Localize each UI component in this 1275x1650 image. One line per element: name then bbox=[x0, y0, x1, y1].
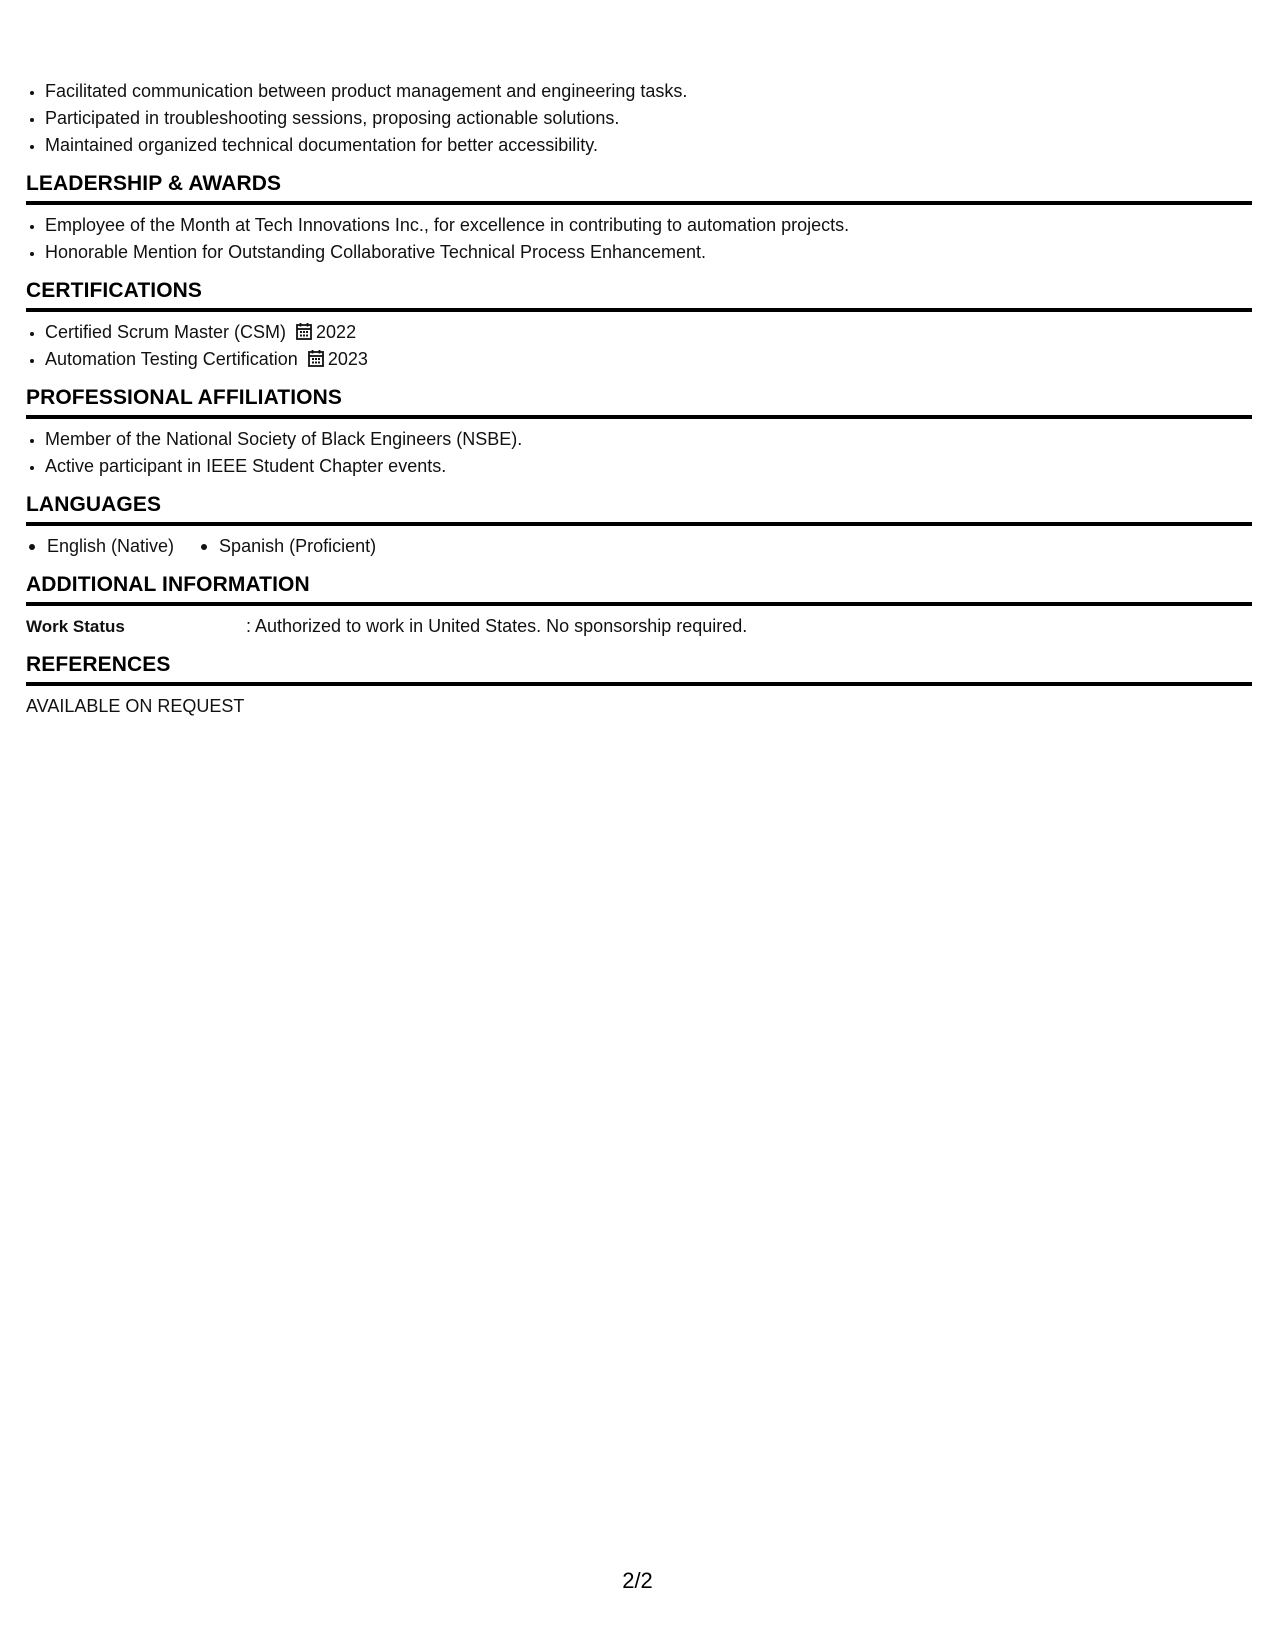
affiliations-section bbox=[26, 385, 1252, 480]
leadership-list bbox=[26, 212, 1252, 266]
section-title-references: REFERENCES bbox=[26, 652, 1252, 686]
info-value: : Authorized to work in United States. No sponsorship required. bbox=[246, 616, 748, 636]
leadership-section bbox=[26, 171, 1252, 266]
info-key: Work Status bbox=[26, 617, 125, 636]
list-item bbox=[45, 319, 1252, 346]
list-item: • Facilitated communication between product management and engineering tasks. bbox=[45, 78, 1252, 105]
list-item: • Maintained organized technical documentation for better accessibility. bbox=[45, 132, 1252, 159]
bullet-dot bbox=[201, 544, 207, 550]
list-item: • Member of the National Society of Black Engineers (NSBE). bbox=[45, 426, 1252, 453]
language-label: English (Native) bbox=[47, 536, 175, 556]
calendar-icon bbox=[296, 322, 312, 340]
section-title-leadership: LEADERSHIP & AWARDS bbox=[26, 171, 1252, 205]
references-text: AVAILABLE ON REQUEST bbox=[26, 696, 245, 716]
affiliations-list bbox=[26, 426, 1252, 480]
list-item: • Honorable Mention for Outstanding Collaborative Technical Process Enhancement. bbox=[45, 239, 1252, 266]
list-item: • Employee of the Month at Tech Innovations Inc., for excellence in contributing to automation projects. bbox=[45, 212, 1252, 239]
resume-page bbox=[26, 78, 1252, 720]
list-item bbox=[45, 346, 1252, 373]
list-item: • Active participant in IEEE Student Chapter events. bbox=[45, 453, 1252, 480]
list-item: • Participated in troubleshooting sessions, proposing actionable solutions. bbox=[45, 105, 1252, 132]
section-title-affiliations: PROFESSIONAL AFFILIATIONS bbox=[26, 385, 1252, 419]
certification-year: 2023 bbox=[327, 349, 368, 369]
section-title-languages: LANGUAGES bbox=[26, 492, 1252, 526]
section-title-certifications: CERTIFICATIONS bbox=[26, 278, 1252, 312]
calendar-icon bbox=[308, 349, 324, 367]
additional-info-section bbox=[26, 572, 1252, 640]
language-item bbox=[26, 533, 174, 560]
language-item bbox=[198, 533, 376, 560]
languages-list bbox=[26, 533, 1252, 560]
language-label: Spanish (Proficient) bbox=[219, 536, 377, 556]
page-number: 2/2 bbox=[622, 1568, 653, 1593]
references-section bbox=[26, 652, 1252, 720]
certification-year: 2022 bbox=[316, 322, 357, 342]
section-title-additional: ADDITIONAL INFORMATION bbox=[26, 572, 1252, 606]
certifications-list bbox=[26, 319, 1252, 373]
certification-name: Automation Testing Certification bbox=[45, 349, 298, 369]
certification-name: Certified Scrum Master (CSM) bbox=[45, 322, 287, 342]
certifications-section bbox=[26, 278, 1252, 373]
experience-continuation-list bbox=[26, 78, 1252, 159]
languages-section bbox=[26, 492, 1252, 560]
bullet-dot bbox=[29, 544, 35, 550]
info-row bbox=[26, 613, 1252, 640]
